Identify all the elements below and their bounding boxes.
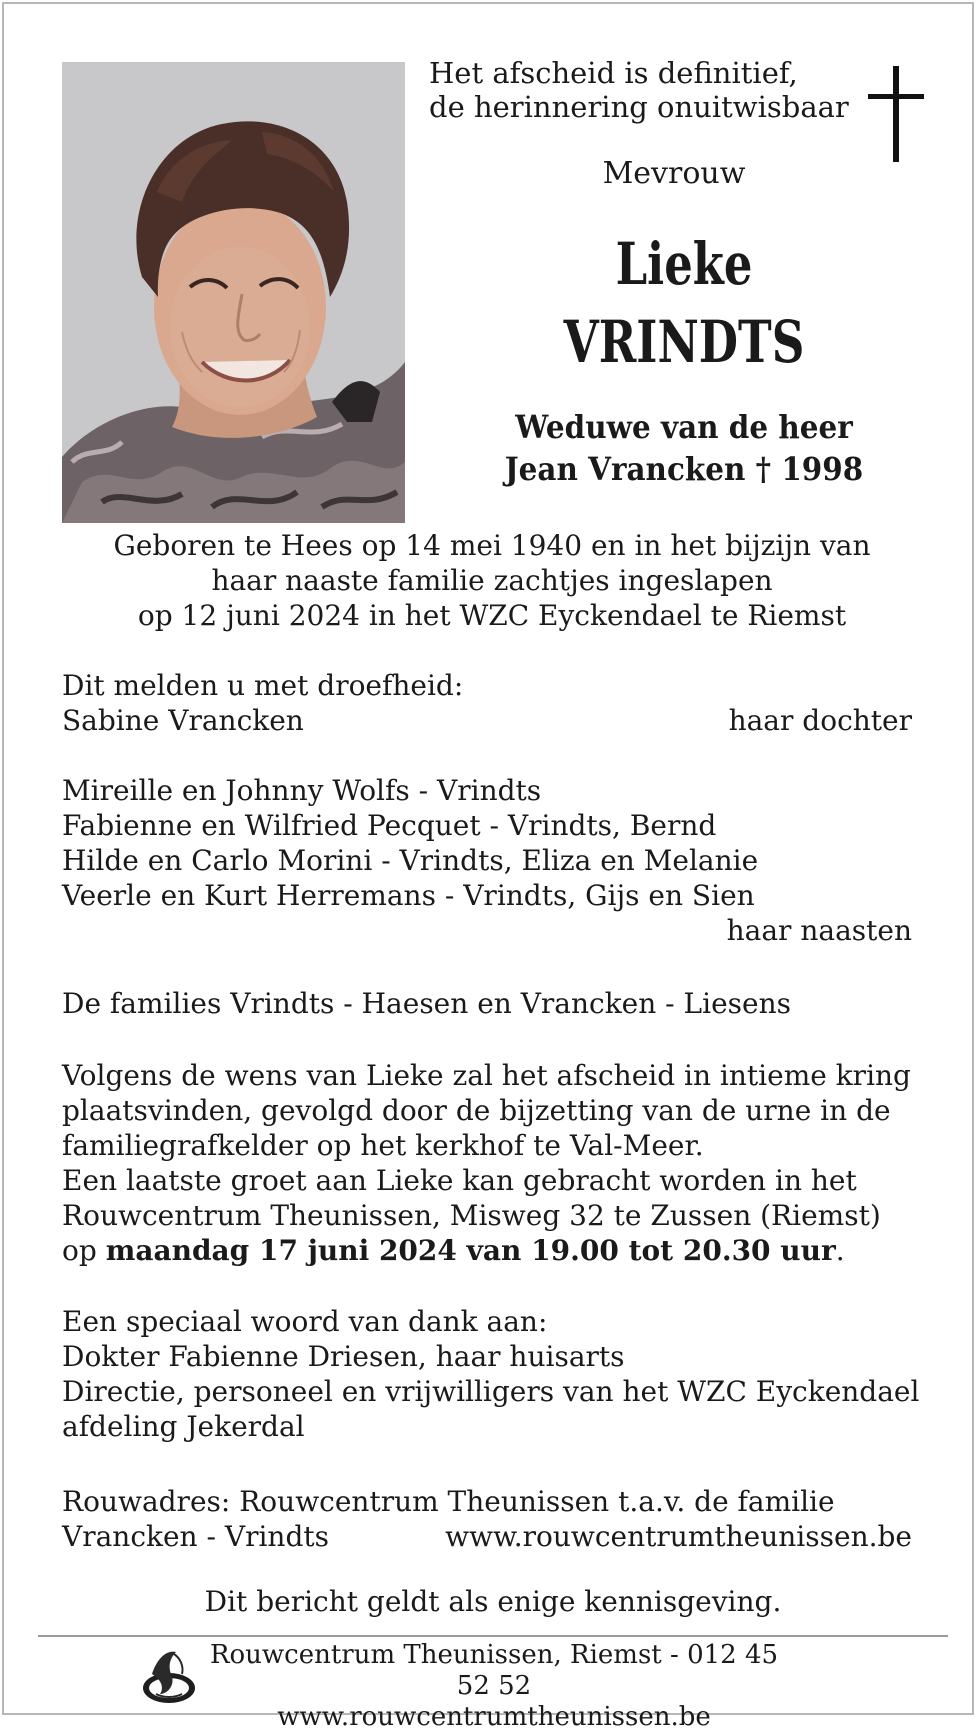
portrait-illustration xyxy=(62,62,405,523)
relative-line: Hilde en Carlo Morini - Vrindts, Eliza en Melanie xyxy=(62,844,759,877)
ceremony-line-2: plaatsvinden, gevolgd door de bijzetting van de urne in de xyxy=(62,1094,891,1127)
relative-line: Fabienne en Wilfried Pecquet - Vrindts, Bernd xyxy=(62,809,717,842)
thanks-intro: Een speciaal woord van dank aan: xyxy=(62,1305,548,1338)
birth-line-3: op 12 juni 2024 in het WZC Eyckendael te Riemst xyxy=(137,599,847,632)
ceremony-line-5: Rouwcentrum Theunissen, Misweg 32 te Zussen (Riemst) xyxy=(62,1199,881,1232)
relative-line: Veerle en Kurt Herremans - Vrindts, Gijs en Sien xyxy=(62,879,755,912)
ceremony-line-6-suffix: . xyxy=(835,1234,845,1267)
portrait-photo xyxy=(62,62,405,523)
ceremony-text xyxy=(62,1058,924,1268)
salutation: Mevrouw xyxy=(602,156,746,191)
latin-cross-icon xyxy=(868,66,924,162)
first-name: Lieke xyxy=(615,230,753,298)
thanks-line-2: Directie, personeel en vrijwilligers van het WZC Eyckendael xyxy=(62,1375,920,1408)
daughter-name: Sabine Vrancken xyxy=(62,704,304,737)
birth-death-statement xyxy=(62,528,922,633)
motto-line-2: de herinnering onuitwisbaar xyxy=(429,90,849,124)
footer-website: www.rouwcentrumtheunissen.be xyxy=(277,1702,711,1732)
visitation-datetime: maandag 17 juni 2024 van 19.00 tot 20.30 uur xyxy=(105,1234,836,1267)
footer-divider xyxy=(38,1635,948,1637)
thanks-section xyxy=(62,1304,924,1444)
footer xyxy=(194,1640,794,1733)
address-website: www.rouwcentrumtheunissen.be xyxy=(445,1520,912,1553)
ceremony-line-6 xyxy=(62,1233,924,1268)
motto xyxy=(429,56,849,124)
mourning-address-line-1: Rouwadres: Rouwcentrum Theunissen t.a.v. de familie xyxy=(62,1485,835,1518)
ceremony-line-3: familiegrafkelder op het kerkhof te Val-Meer. xyxy=(62,1129,704,1162)
ceremony-line-1: Volgens de wens van Lieke zal het afscheid in intieme kring xyxy=(62,1059,911,1092)
thanks-line-1: Dokter Fabienne Driesen, haar huisarts xyxy=(62,1340,625,1373)
ceremony-line-4: Een laatste groet aan Lieke kan gebracht worden in het xyxy=(62,1164,857,1197)
birth-line-2: haar naaste familie zachtjes ingeslapen xyxy=(211,564,773,597)
relatives-role: haar naasten xyxy=(726,914,912,947)
footer-line-1: Rouwcentrum Theunissen, Riemst - 012 45 52 52 xyxy=(209,1640,779,1701)
families-line: De families Vrindts - Haesen en Vrancken - Liesens xyxy=(62,987,791,1020)
mourning-address-line-2: Vrancken - Vrindts xyxy=(62,1520,329,1553)
relative-line: Mireille en Johnny Wolfs - Vrindts xyxy=(62,774,542,807)
widow-line-1: Weduwe van de heer xyxy=(515,408,853,446)
widow-statement xyxy=(445,406,923,490)
obituary-card xyxy=(2,2,974,1732)
motto-line-1: Het afscheid is definitief, xyxy=(429,56,798,90)
widow-line-2: Jean Vrancken † 1998 xyxy=(504,450,864,488)
ceremony-line-6-prefix: op xyxy=(62,1234,106,1267)
thanks-line-3: afdeling Jekerdal xyxy=(62,1410,305,1443)
announcement-intro: Dit melden u met droefheid: xyxy=(62,669,464,702)
birth-line-1: Geboren te Hees op 14 mei 1940 en in het bijzijn van xyxy=(113,529,871,562)
last-name: VRINDTS xyxy=(563,308,805,376)
daughter-role: haar dochter xyxy=(728,704,912,737)
funeral-home-logo-icon xyxy=(138,1644,200,1706)
notice: Dit bericht geldt als enige kennisgeving. xyxy=(204,1585,782,1618)
